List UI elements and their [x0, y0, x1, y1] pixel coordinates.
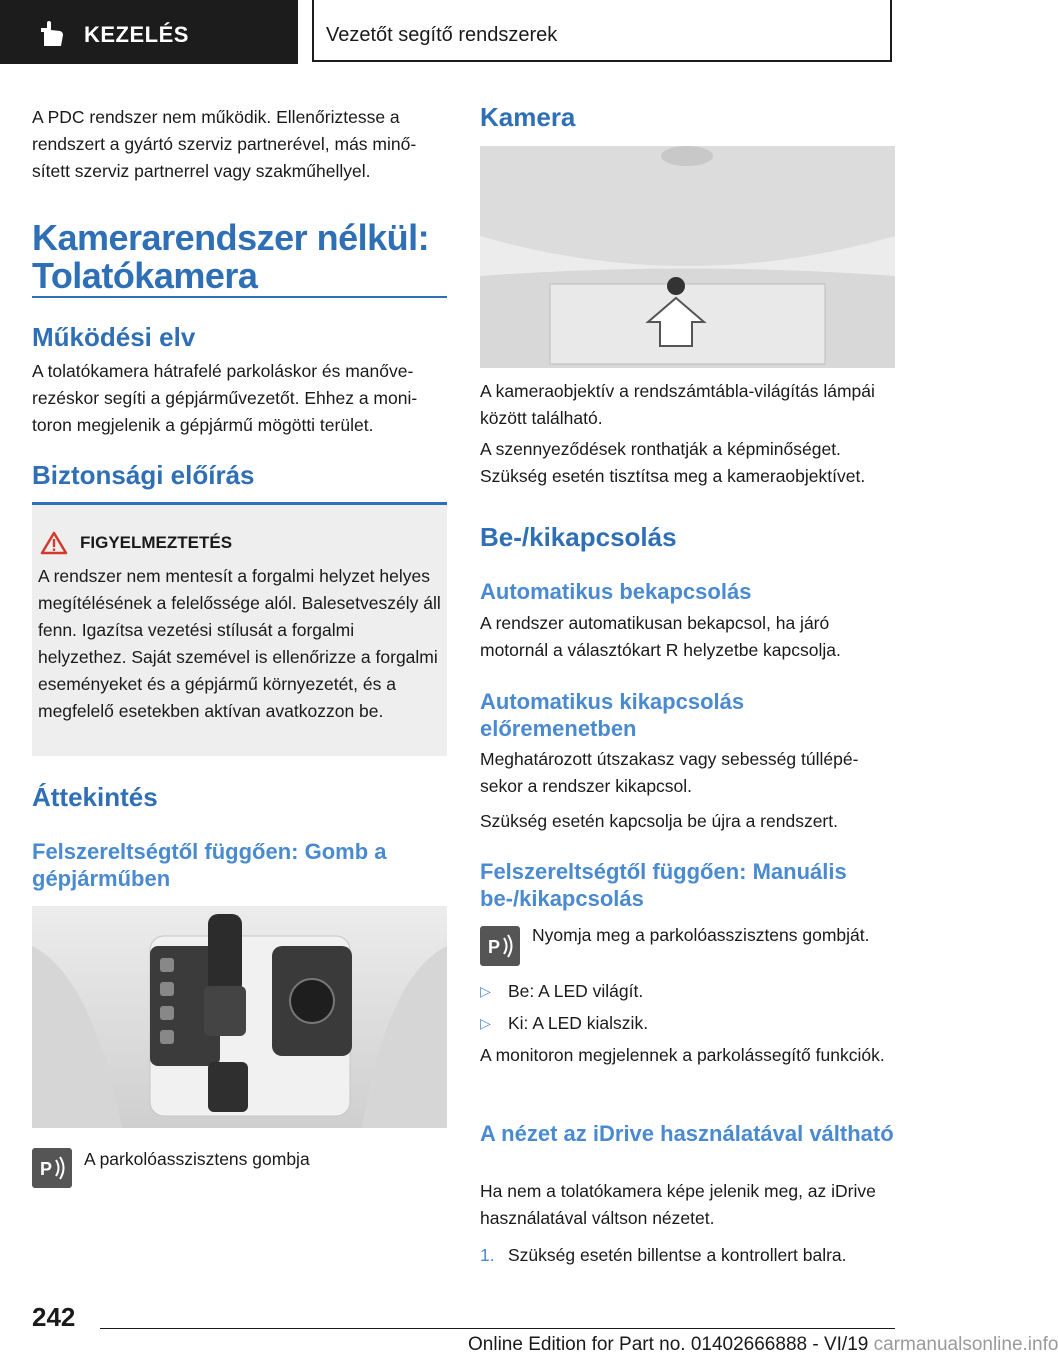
intro-paragraph: A PDC rendszer nem működik. Ellenőriztesse a rendszert a gyártó szerviz partnerével, más minősített szerviz partnerrel vagy szakműhellyel. — [32, 107, 417, 181]
step-item-1 — [480, 1242, 895, 1269]
section-tab — [312, 0, 892, 62]
title-underline — [32, 296, 447, 298]
center-console-photo — [32, 906, 447, 1128]
warning-text: A rendszer nem mentesít a forgalmi helyzet helyes megítélésének a felelőssége alól. Balesetveszély áll fenn. Igazítsa vezetési stílusát a forgalmi helyzethez. Saját szemével is ellenőrizze a forgalmi eseményeket és a gépjármű környezetét, és a megfelelő esetekben aktívan avatkozzon be. — [38, 566, 441, 721]
hand-pointer-icon — [36, 20, 66, 48]
principle-heading: Működési elv — [32, 322, 196, 352]
parking-assistant-button-icon-2 — [480, 926, 520, 966]
bullet-text-on: Be: A LED világít. — [508, 981, 644, 1001]
camera-paragraph-2: A szennyeződések ronthatják a képminőséget. Szükség esetén tisztítsa meg a kameraobjektívet. — [480, 439, 866, 486]
button-caption: A parkolóasszisztens gombja — [84, 1149, 310, 1169]
camera-heading: Kamera — [480, 102, 576, 132]
auto-on-paragraph: A rendszer automatikusan bekapcsol, ha járó motornál a választókart R helyzetbe kapcsolja. — [480, 613, 841, 660]
manual-paragraph: Nyomja meg a parkolóasszisztens gombját. — [532, 925, 870, 945]
footer-edition — [468, 1334, 1058, 1356]
overview-heading: Áttekintés — [32, 782, 158, 812]
triangle-bullet-icon: ▷ — [480, 983, 491, 999]
svg-text:P: P — [40, 1159, 53, 1179]
button-heading: Felszereltségtől függően: Gomb a gépjárműben — [32, 839, 387, 891]
chapter-title: KEZELÉS — [84, 22, 189, 47]
auto-on-heading: Automatikus bekapcsolás — [480, 579, 752, 604]
footer-rule — [100, 1328, 895, 1329]
onoff-heading: Be-/kikapcsolás — [480, 522, 677, 552]
bullet-item-on — [480, 978, 895, 1005]
safety-heading: Biztonsági előírás — [32, 460, 255, 490]
warning-title: FIGYELMEZTETÉS — [80, 533, 233, 552]
watermark-text: carmanualsonline.info — [873, 1334, 1058, 1355]
principle-paragraph: A tolatókamera hátrafelé parkoláskor és manőverezéskor segíti a gépjárművezetőt. Ehhez a monitoron megjelenik a gépjármű mögötti terület. — [32, 361, 418, 435]
auto-off-paragraph-1: Meghatározott útszakasz vagy sebesség túllépésekor a rendszer kikapcsol. — [480, 749, 859, 796]
page-number: 242 — [32, 1302, 76, 1332]
warning-box — [32, 502, 447, 756]
chapter-tab — [0, 0, 298, 64]
manual-heading: Felszereltségtől függően: Manuális be-/kikapcsolás — [480, 859, 847, 911]
bullet-item-off — [480, 1010, 895, 1037]
warning-triangle-icon — [40, 531, 68, 555]
rear-camera-photo — [480, 146, 895, 368]
page-title-line2: Tolatókamera — [32, 255, 258, 296]
step-text: Szükség esetén billentse a kontrollert balra. — [508, 1245, 847, 1265]
idrive-paragraph: Ha nem a tolatókamera képe jelenik meg, az iDrive használatával váltson nézetet. — [480, 1181, 876, 1228]
edition-text: Online Edition for Part no. 01402666888 - VI/19 — [468, 1334, 869, 1355]
console-illustration — [32, 906, 447, 1128]
page-title-line1: Kamerarendszer nélkül: — [32, 217, 430, 258]
auto-off-heading: Automatikus kikapcsolás előremenetben — [480, 689, 745, 741]
monitor-paragraph: A monitoron megjelennek a parkolássegítő funkciók. — [480, 1045, 885, 1065]
parking-assistant-button-icon — [32, 1148, 72, 1188]
section-title: Vezetőt segítő rendszerek — [326, 24, 558, 46]
svg-text:P: P — [488, 937, 501, 957]
idrive-heading: A nézet az iDrive használatával váltható — [480, 1121, 894, 1146]
triangle-bullet-icon: ▷ — [480, 1015, 491, 1031]
camera-paragraph-1: A kameraobjektív a rendszámtábla-világítás lámpái között található. — [480, 381, 875, 428]
auto-off-paragraph-2: Szükség esetén kapcsolja be újra a rendszert. — [480, 811, 838, 831]
bullet-text-off: Ki: A LED kialszik. — [508, 1013, 649, 1033]
step-number: 1. — [480, 1245, 495, 1265]
rear-illustration — [480, 146, 895, 368]
